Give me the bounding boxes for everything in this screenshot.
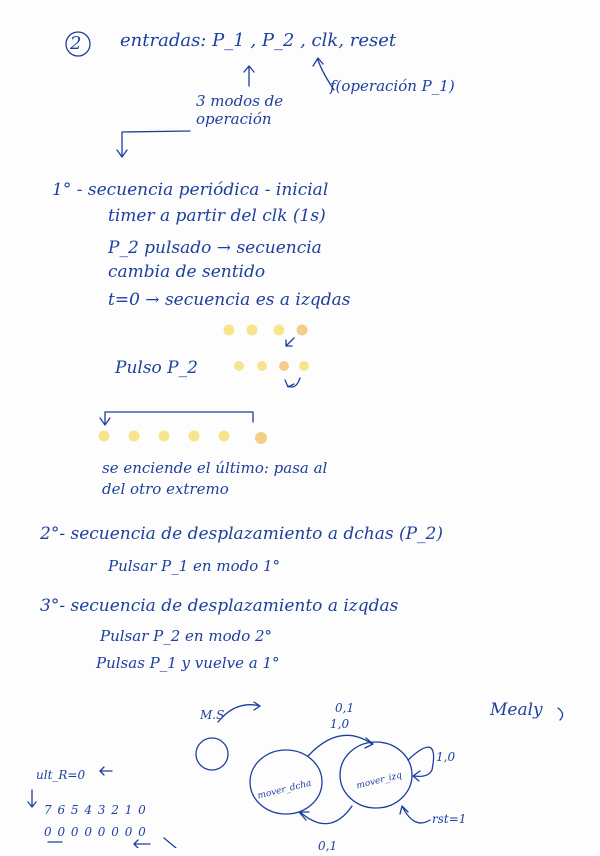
mode1-p2-line2: cambia de sentido [108,262,266,282]
led-row-2 [234,361,309,371]
label-10-top: 1,0 [330,717,350,731]
led-dot [255,432,267,444]
led-dot [99,431,110,442]
led-dot [279,361,289,371]
transition-bottom [299,806,352,824]
self-loop-right [408,747,434,781]
pulse-label: Pulso P_2 [115,358,198,378]
mode1-timer: timer a partir del clk (1s) [108,206,326,226]
label-rst: rst=1 [432,812,467,826]
led-dot [159,431,170,442]
last-line1: se enciende el último: pasa al [102,459,328,477]
mode2-title: 2°- secuencia de desplazamiento a dchas (P_2) [40,524,443,544]
state-left-label: mover_dcha [256,778,313,802]
section-number: 2 [70,33,82,54]
wrap-bracket [100,412,253,425]
led-dot [129,431,140,442]
transition-top [308,735,373,756]
mode2-detail: Pulsar P_1 en modo 1° [108,557,281,575]
small-arrow-icon [286,338,294,346]
led-dot [234,361,244,371]
mode3-detail1: Pulsar P_2 en modo 2° [100,627,273,645]
ms-label: M.S [200,708,225,722]
led-dot [297,325,308,336]
arrow-up-icon [244,66,254,86]
led-dot [224,325,235,336]
modes-note: 3 modos de operación [196,92,284,128]
state-right-label: mover_izq [355,770,404,792]
bit-indices: 7 6 5 4 3 2 1 0 [44,803,147,817]
mealy-label: Mealy [490,700,543,720]
led-dot [299,361,309,371]
down-arrow-icon [117,131,190,157]
led-row-3 [99,431,268,445]
bits-down-arrow-icon [28,790,36,807]
ms-circle [196,738,228,770]
last-line2: del otro extremo [102,480,229,498]
led-dot [257,361,267,371]
bits-title: ult_R=0 [36,768,86,782]
bit-values: 0 0 0 0 0 0 0 0 [44,825,147,839]
label-10-right: 1,0 [436,750,456,764]
mode1-title: 1° - secuencia periódica - inicial [52,180,329,200]
mode1-t0: t=0 → secuencia es a izqdas [108,290,351,310]
led-row-1 [224,325,308,336]
mode1-p2-line1: P_2 pulsado → secuencia [108,238,322,258]
curl-arrow-icon [285,378,300,387]
function-note: f(operación P_1) [330,77,455,95]
led-dot [219,431,230,442]
led-dot [247,325,258,336]
label-01-top: 0,1 [335,701,355,715]
mealy-brace [558,708,563,720]
led-dot [274,325,285,336]
label-01-bottom: 0,1 [318,839,338,853]
bits-arrow-icon [100,767,112,775]
mode3-detail2: Pulsas P_1 y vuelve a 1° [96,654,280,672]
mode3-title: 3°- secuencia de desplazamiento a izqdas [40,596,399,616]
reset-arrow [400,806,430,823]
inputs-line: entradas: P_1 , P_2 , clk, reset [120,30,397,51]
led-dot [189,431,200,442]
